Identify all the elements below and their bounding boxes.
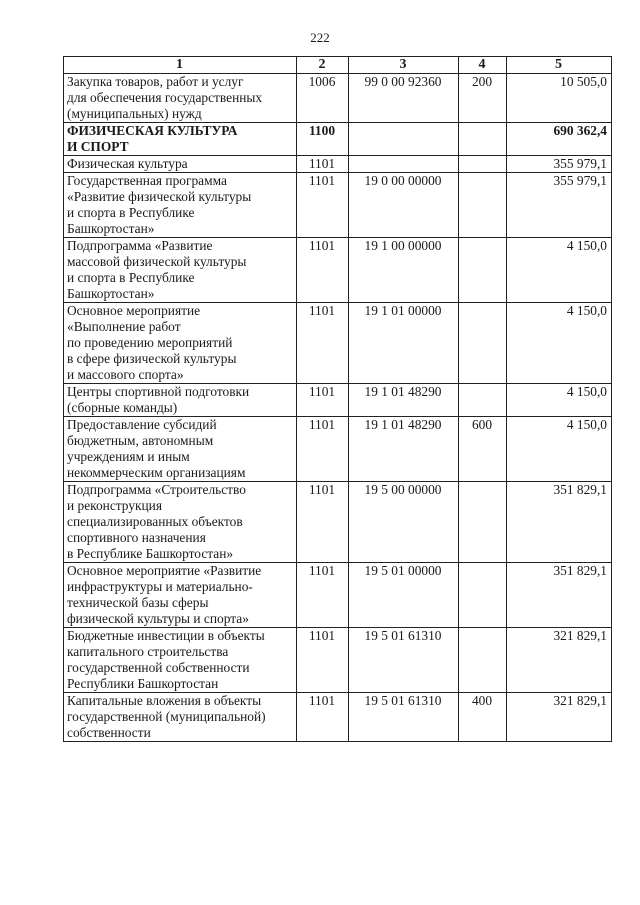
table-row — [64, 74, 612, 123]
row-section-code: 1101 — [297, 563, 349, 628]
table-row — [64, 173, 612, 238]
row-expense-type — [459, 628, 507, 693]
row-name-line: и реконструкция — [67, 498, 163, 513]
row-name-line: Основное мероприятие «Развитие — [67, 563, 262, 578]
row-name-line: Закупка товаров, работ и услуг — [67, 74, 244, 89]
row-name-line: «Развитие физической культуры — [67, 189, 252, 204]
row-name-line: государственной собственности — [67, 660, 250, 675]
row-expense-type — [459, 238, 507, 303]
row-expense-type — [459, 173, 507, 238]
row-name — [64, 74, 297, 123]
row-target-code — [349, 123, 459, 156]
row-name — [64, 693, 297, 742]
header-row — [64, 57, 612, 74]
table-row — [64, 303, 612, 384]
row-expense-type — [459, 482, 507, 563]
row-section-code: 1101 — [297, 628, 349, 693]
row-name — [64, 384, 297, 417]
budget-table — [63, 56, 612, 742]
row-target-code: 19 1 01 48290 — [349, 384, 459, 417]
row-section-code: 1101 — [297, 384, 349, 417]
row-expense-type — [459, 123, 507, 156]
row-name-line: и спорта в Республике — [67, 205, 195, 220]
table-row — [64, 563, 612, 628]
row-expense-type — [459, 384, 507, 417]
row-amount: 10 505,0 — [507, 74, 612, 123]
table-row — [64, 417, 612, 482]
table-header — [64, 57, 612, 74]
row-name — [64, 238, 297, 303]
row-amount: 4 150,0 — [507, 417, 612, 482]
row-name — [64, 123, 297, 156]
row-name-line: Центры спортивной подготовки — [67, 384, 250, 399]
row-name-line: и массового спорта» — [67, 367, 184, 382]
row-target-code: 19 5 01 00000 — [349, 563, 459, 628]
row-amount: 321 829,1 — [507, 628, 612, 693]
row-name-line: ФИЗИЧЕСКАЯ КУЛЬТУРА — [67, 123, 238, 138]
row-amount: 4 150,0 — [507, 238, 612, 303]
row-name-line: Башкортостан» — [67, 221, 155, 236]
row-name-line: некоммерческим организациям — [67, 465, 246, 480]
row-name-line: Республики Башкортостан — [67, 676, 219, 691]
row-name-line: технической базы сферы — [67, 595, 209, 610]
row-name-line: инфраструктуры и материально- — [67, 579, 253, 594]
row-name-line: капитального строительства — [67, 644, 229, 659]
table-row — [64, 482, 612, 563]
header-col-5: 5 — [507, 57, 612, 74]
table-row — [64, 693, 612, 742]
table-row — [64, 238, 612, 303]
row-section-code: 1006 — [297, 74, 349, 123]
row-target-code: 19 5 00 00000 — [349, 482, 459, 563]
row-name-line: государственной (муниципальной) — [67, 709, 266, 724]
header-col-4: 4 — [459, 57, 507, 74]
row-name-line: Подпрограмма «Строительство — [67, 482, 246, 497]
row-section-code: 1101 — [297, 303, 349, 384]
row-expense-type — [459, 303, 507, 384]
table-row — [64, 156, 612, 173]
row-target-code: 19 1 00 00000 — [349, 238, 459, 303]
row-name-line: Башкортостан» — [67, 286, 155, 301]
row-section-code: 1100 — [297, 123, 349, 156]
row-expense-type: 200 — [459, 74, 507, 123]
row-amount: 690 362,4 — [507, 123, 612, 156]
row-amount: 4 150,0 — [507, 384, 612, 417]
row-amount: 321 829,1 — [507, 693, 612, 742]
row-name-line: спортивного назначения — [67, 530, 206, 545]
row-expense-type: 600 — [459, 417, 507, 482]
row-target-code: 19 1 01 48290 — [349, 417, 459, 482]
header-col-2: 2 — [297, 57, 349, 74]
row-name-line: и спорта в Республике — [67, 270, 195, 285]
row-target-code: 19 5 01 61310 — [349, 628, 459, 693]
row-amount: 351 829,1 — [507, 563, 612, 628]
row-expense-type — [459, 563, 507, 628]
row-name — [64, 156, 297, 173]
row-expense-type: 400 — [459, 693, 507, 742]
row-name-line: Капитальные вложения в объекты — [67, 693, 262, 708]
row-name-line: в сфере физической культуры — [67, 351, 237, 366]
header-col-3: 3 — [349, 57, 459, 74]
row-amount: 355 979,1 — [507, 173, 612, 238]
row-name-line: (муниципальных) нужд — [67, 106, 202, 121]
row-name-line: Бюджетные инвестиции в объекты — [67, 628, 265, 643]
header-col-1: 1 — [64, 57, 297, 74]
table-row — [64, 123, 612, 156]
row-name-line: И СПОРТ — [67, 139, 129, 154]
row-name-line: физической культуры и спорта» — [67, 611, 249, 626]
table-row — [64, 628, 612, 693]
row-name-line: Основное мероприятие — [67, 303, 201, 318]
page-number: 222 — [310, 30, 330, 45]
row-target-code: 19 5 01 61310 — [349, 693, 459, 742]
row-name-line: собственности — [67, 725, 151, 740]
row-name-line: бюджетным, автономным — [67, 433, 214, 448]
row-name — [64, 563, 297, 628]
row-name-line: по проведению мероприятий — [67, 335, 233, 350]
row-section-code: 1101 — [297, 173, 349, 238]
row-target-code: 19 0 00 00000 — [349, 173, 459, 238]
row-section-code: 1101 — [297, 482, 349, 563]
row-name-line: Предоставление субсидий — [67, 417, 217, 432]
row-name-line: (сборные команды) — [67, 400, 178, 415]
row-name-line: для обеспечения государственных — [67, 90, 263, 105]
row-name — [64, 417, 297, 482]
row-target-code: 19 1 01 00000 — [349, 303, 459, 384]
row-name-line: массовой физической культуры — [67, 254, 247, 269]
row-amount: 351 829,1 — [507, 482, 612, 563]
row-name — [64, 628, 297, 693]
row-name-line: Подпрограмма «Развитие — [67, 238, 213, 253]
row-name — [64, 303, 297, 384]
row-target-code — [349, 156, 459, 173]
row-name-line: учреждениям и иным — [67, 449, 190, 464]
row-name-line: Физическая культура — [67, 156, 188, 171]
row-section-code: 1101 — [297, 238, 349, 303]
row-section-code: 1101 — [297, 417, 349, 482]
table-row — [64, 384, 612, 417]
table-body — [64, 74, 612, 742]
row-name-line: «Выполнение работ — [67, 319, 181, 334]
row-section-code: 1101 — [297, 156, 349, 173]
row-name-line: Государственная программа — [67, 173, 227, 188]
row-expense-type — [459, 156, 507, 173]
row-amount: 355 979,1 — [507, 156, 612, 173]
row-name-line: в Республике Башкортостан» — [67, 546, 234, 561]
row-name — [64, 173, 297, 238]
row-target-code: 99 0 00 92360 — [349, 74, 459, 123]
row-name — [64, 482, 297, 563]
row-amount: 4 150,0 — [507, 303, 612, 384]
row-name-line: специализированных объектов — [67, 514, 243, 529]
row-section-code: 1101 — [297, 693, 349, 742]
